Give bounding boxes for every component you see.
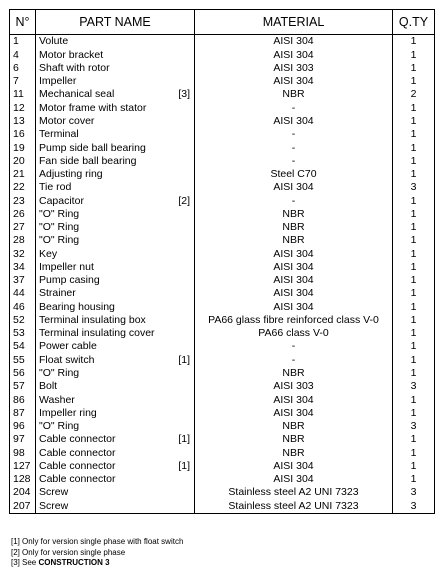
- part-name: Screw: [39, 499, 69, 512]
- table-row: [10, 221, 435, 234]
- part-number: 6: [10, 62, 36, 75]
- part-material: AISI 304: [195, 393, 393, 406]
- part-name-cell: [36, 327, 195, 340]
- part-material: NBR: [195, 207, 393, 220]
- part-name: "O" Ring: [39, 367, 80, 380]
- part-name: Motor frame with stator: [39, 101, 147, 114]
- table-row: [10, 234, 435, 247]
- table-row: [10, 115, 435, 128]
- part-quantity: 1: [393, 141, 435, 154]
- part-number: 87: [10, 406, 36, 419]
- part-quantity: 1: [393, 35, 435, 49]
- part-quantity: 1: [393, 207, 435, 220]
- part-name-cell: [36, 88, 195, 101]
- part-quantity: 1: [393, 300, 435, 313]
- part-material: NBR: [195, 446, 393, 459]
- footnote-text: Only for version single phase: [22, 547, 126, 557]
- part-name: Pump casing: [39, 274, 100, 287]
- table-row: [10, 406, 435, 419]
- table-row: [10, 35, 435, 49]
- part-name-cell: [36, 406, 195, 419]
- footnote-text: Only for version single phase with float switch: [22, 537, 184, 546]
- part-number: 16: [10, 128, 36, 141]
- part-name: Impeller ring: [39, 406, 97, 419]
- part-number: 52: [10, 314, 36, 327]
- part-quantity: 1: [393, 101, 435, 114]
- part-quantity: 3: [393, 499, 435, 513]
- part-quantity: 1: [393, 234, 435, 247]
- table-row: [10, 473, 435, 486]
- part-material: Steel C70: [195, 168, 393, 181]
- table-row: [10, 460, 435, 473]
- part-name: Power cable: [39, 340, 97, 353]
- table-row: [10, 287, 435, 300]
- parts-body: [10, 35, 435, 514]
- part-name-cell: [36, 314, 195, 327]
- part-name: Fan side ball bearing: [39, 154, 137, 167]
- part-name-cell: [36, 446, 195, 459]
- footnote-line: [11, 548, 183, 559]
- part-material: AISI 304: [195, 473, 393, 486]
- part-name-cell: [36, 300, 195, 313]
- part-quantity: 1: [393, 446, 435, 459]
- part-quantity: 3: [393, 420, 435, 433]
- part-footnote-ref: [2]: [178, 194, 190, 207]
- part-footnote-ref: [1]: [178, 433, 190, 446]
- footnote-reference: CONSTRUCTION 3: [38, 558, 110, 567]
- part-footnote-ref: [3]: [178, 88, 190, 101]
- part-quantity: 1: [393, 128, 435, 141]
- table-row: [10, 340, 435, 353]
- part-name: Key: [39, 247, 58, 260]
- part-name: Capacitor: [39, 194, 84, 207]
- part-quantity: 1: [393, 367, 435, 380]
- table-row: [10, 367, 435, 380]
- table-row: [10, 300, 435, 313]
- header-number: N°: [10, 10, 36, 35]
- part-material: -: [195, 353, 393, 366]
- table-row: [10, 314, 435, 327]
- table-row: [10, 433, 435, 446]
- table-row: [10, 499, 435, 513]
- part-name: Cable connector: [39, 433, 116, 446]
- table-row: [10, 141, 435, 154]
- part-name: "O" Ring: [39, 221, 80, 234]
- part-name: Bearing housing: [39, 300, 115, 313]
- part-name: Motor bracket: [39, 48, 104, 61]
- part-number: 27: [10, 221, 36, 234]
- part-name-cell: [36, 128, 195, 141]
- part-number: 32: [10, 247, 36, 260]
- part-quantity: 1: [393, 353, 435, 366]
- part-material: AISI 304: [195, 35, 393, 49]
- part-name-cell: [36, 499, 195, 513]
- part-name: "O" Ring: [39, 234, 80, 247]
- part-name-cell: [36, 247, 195, 260]
- part-name: Shaft with rotor: [39, 61, 110, 74]
- part-material: AISI 304: [195, 75, 393, 88]
- parts-table: [9, 9, 435, 514]
- table-row: [10, 62, 435, 75]
- part-name-cell: [36, 194, 195, 207]
- part-quantity: 1: [393, 460, 435, 473]
- part-name-cell: [36, 274, 195, 287]
- part-quantity: 1: [393, 62, 435, 75]
- footnotes: [11, 537, 183, 569]
- part-name: Motor cover: [39, 114, 95, 127]
- table-row: [10, 327, 435, 340]
- part-name: Tie rod: [39, 181, 72, 194]
- part-number: 97: [10, 433, 36, 446]
- part-material: PA66 glass fibre reinforced class V-0: [195, 314, 393, 327]
- part-number: 19: [10, 141, 36, 154]
- part-number: 46: [10, 300, 36, 313]
- table-row: [10, 446, 435, 459]
- part-number: 7: [10, 75, 36, 88]
- part-quantity: 1: [393, 393, 435, 406]
- part-number: 1: [10, 35, 36, 49]
- part-quantity: 3: [393, 486, 435, 499]
- part-material: NBR: [195, 88, 393, 101]
- part-number: 13: [10, 115, 36, 128]
- part-number: 44: [10, 287, 36, 300]
- part-quantity: 1: [393, 314, 435, 327]
- part-name-cell: [36, 35, 195, 49]
- part-name: Cable connector: [39, 473, 116, 486]
- footnote-mark: [1]: [11, 537, 20, 546]
- part-name: Impeller: [39, 75, 77, 88]
- part-name: Bolt: [39, 380, 58, 393]
- part-name-cell: [36, 141, 195, 154]
- part-material: NBR: [195, 234, 393, 247]
- part-number: 12: [10, 101, 36, 114]
- part-number: 37: [10, 274, 36, 287]
- part-material: NBR: [195, 221, 393, 234]
- part-name-cell: [36, 420, 195, 433]
- part-quantity: 1: [393, 261, 435, 274]
- part-name: Cable connector: [39, 459, 116, 472]
- footnote-text: See: [22, 558, 39, 567]
- header-quantity: Q.TY: [393, 10, 435, 35]
- part-quantity: 1: [393, 340, 435, 353]
- table-row: [10, 247, 435, 260]
- part-name-cell: [36, 221, 195, 234]
- part-material: -: [195, 101, 393, 114]
- part-name: Pump side ball bearing: [39, 141, 146, 154]
- part-number: 96: [10, 420, 36, 433]
- part-name-cell: [36, 207, 195, 220]
- part-number: 53: [10, 327, 36, 340]
- part-name: "O" Ring: [39, 207, 80, 220]
- part-number: 98: [10, 446, 36, 459]
- part-name: Adjusting ring: [39, 168, 103, 181]
- part-name-cell: [36, 367, 195, 380]
- part-number: 28: [10, 234, 36, 247]
- part-number: 54: [10, 340, 36, 353]
- part-number: 204: [10, 486, 36, 499]
- part-name-cell: [36, 48, 195, 61]
- part-number: 22: [10, 181, 36, 194]
- table-row: [10, 380, 435, 393]
- part-name: Cable connector: [39, 446, 116, 459]
- part-material: AISI 304: [195, 274, 393, 287]
- part-material: -: [195, 194, 393, 207]
- part-number: 20: [10, 154, 36, 167]
- part-name-cell: [36, 154, 195, 167]
- table-row: [10, 154, 435, 167]
- part-material: AISI 304: [195, 181, 393, 194]
- part-quantity: 1: [393, 115, 435, 128]
- part-material: AISI 304: [195, 287, 393, 300]
- table-row: [10, 168, 435, 181]
- part-name-cell: [36, 460, 195, 473]
- part-quantity: 1: [393, 154, 435, 167]
- part-number: 11: [10, 88, 36, 101]
- footnote-mark: [2]: [11, 547, 20, 557]
- part-name-cell: [36, 62, 195, 75]
- part-name: Strainer: [39, 287, 76, 300]
- part-number: 4: [10, 48, 36, 61]
- part-name-cell: [36, 433, 195, 446]
- table-row: [10, 393, 435, 406]
- part-material: PA66 class V-0: [195, 327, 393, 340]
- part-footnote-ref: [1]: [178, 459, 190, 472]
- header-part-name: PART NAME: [36, 10, 195, 35]
- table-row: [10, 353, 435, 366]
- part-quantity: 1: [393, 75, 435, 88]
- part-material: AISI 303: [195, 62, 393, 75]
- part-number: 23: [10, 194, 36, 207]
- table-row: [10, 194, 435, 207]
- part-name-cell: [36, 353, 195, 366]
- part-name-cell: [36, 486, 195, 499]
- part-quantity: 1: [393, 48, 435, 61]
- part-quantity: 1: [393, 274, 435, 287]
- part-name: "O" Ring: [39, 420, 80, 433]
- part-number: 57: [10, 380, 36, 393]
- table-row: [10, 48, 435, 61]
- part-name: Terminal: [39, 128, 79, 141]
- part-name: Float switch: [39, 353, 95, 366]
- part-name: Terminal insulating cover: [39, 327, 155, 340]
- header-row: [10, 10, 435, 35]
- part-material: NBR: [195, 433, 393, 446]
- part-quantity: 1: [393, 287, 435, 300]
- part-quantity: 1: [393, 194, 435, 207]
- part-material: AISI 304: [195, 460, 393, 473]
- part-number: 207: [10, 499, 36, 513]
- part-footnote-ref: [1]: [178, 353, 190, 366]
- part-material: -: [195, 340, 393, 353]
- part-name-cell: [36, 393, 195, 406]
- part-name: Washer: [39, 393, 75, 406]
- part-material: AISI 303: [195, 380, 393, 393]
- part-material: Stainless steel A2 UNI 7323: [195, 499, 393, 513]
- table-row: [10, 207, 435, 220]
- part-quantity: 1: [393, 433, 435, 446]
- part-name: Volute: [39, 35, 69, 48]
- header-material: MATERIAL: [195, 10, 393, 35]
- part-name-cell: [36, 75, 195, 88]
- table-row: [10, 75, 435, 88]
- table-row: [10, 486, 435, 499]
- part-name-cell: [36, 234, 195, 247]
- part-quantity: 3: [393, 380, 435, 393]
- table-row: [10, 128, 435, 141]
- footnote-line: [11, 558, 183, 569]
- part-name-cell: [36, 168, 195, 181]
- part-material: AISI 304: [195, 300, 393, 313]
- part-number: 86: [10, 393, 36, 406]
- table-row: [10, 101, 435, 114]
- part-quantity: 2: [393, 88, 435, 101]
- part-name-cell: [36, 115, 195, 128]
- table-row: [10, 181, 435, 194]
- part-number: 56: [10, 367, 36, 380]
- footnote-mark: [3]: [11, 558, 20, 567]
- part-name-cell: [36, 380, 195, 393]
- part-number: 21: [10, 168, 36, 181]
- part-material: -: [195, 154, 393, 167]
- part-name-cell: [36, 473, 195, 486]
- part-quantity: 1: [393, 406, 435, 419]
- part-name-cell: [36, 287, 195, 300]
- part-material: Stainless steel A2 UNI 7323: [195, 486, 393, 499]
- part-number: 128: [10, 473, 36, 486]
- part-quantity: 1: [393, 473, 435, 486]
- table-row: [10, 274, 435, 287]
- part-quantity: 3: [393, 181, 435, 194]
- part-material: AISI 304: [195, 247, 393, 260]
- part-material: NBR: [195, 367, 393, 380]
- part-name: Terminal insulating box: [39, 313, 146, 326]
- part-quantity: 1: [393, 168, 435, 181]
- part-material: -: [195, 141, 393, 154]
- part-name: Screw: [39, 486, 69, 499]
- part-number: 55: [10, 353, 36, 366]
- part-material: AISI 304: [195, 115, 393, 128]
- part-name-cell: [36, 101, 195, 114]
- part-quantity: 1: [393, 327, 435, 340]
- part-name-cell: [36, 261, 195, 274]
- table-row: [10, 261, 435, 274]
- part-name-cell: [36, 340, 195, 353]
- part-material: NBR: [195, 420, 393, 433]
- part-name: Impeller nut: [39, 260, 94, 273]
- part-material: AISI 304: [195, 406, 393, 419]
- part-material: AISI 304: [195, 48, 393, 61]
- part-quantity: 1: [393, 247, 435, 260]
- part-material: AISI 304: [195, 261, 393, 274]
- part-number: 34: [10, 261, 36, 274]
- table-row: [10, 420, 435, 433]
- part-number: 127: [10, 460, 36, 473]
- part-quantity: 1: [393, 221, 435, 234]
- part-name-cell: [36, 181, 195, 194]
- part-material: -: [195, 128, 393, 141]
- footnote-line: [11, 537, 183, 548]
- part-number: 26: [10, 207, 36, 220]
- table-row: [10, 88, 435, 101]
- part-name: Mechanical seal: [39, 88, 115, 101]
